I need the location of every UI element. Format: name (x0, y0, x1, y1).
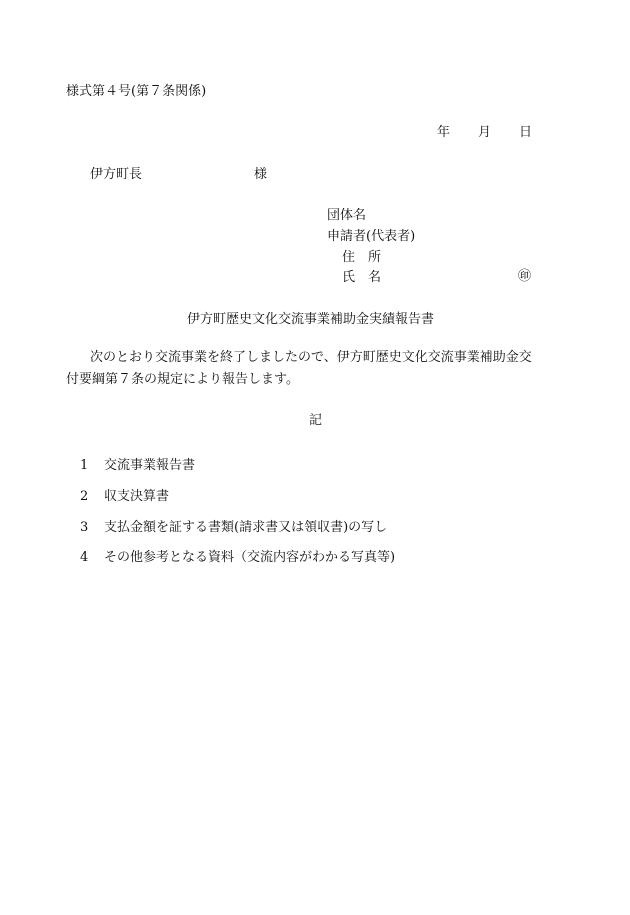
list-item (80, 551, 395, 564)
body-text-line-2: 付要綱第７条の規定により報告します。 (66, 372, 299, 387)
applicant-label: 申請者(代表者) (327, 229, 416, 244)
ki-heading: 記 (309, 413, 323, 428)
list-item (80, 490, 169, 503)
form-number: 様式第４号(第７条関係) (66, 84, 207, 99)
address-label: 住 所 (342, 250, 382, 265)
list-item (80, 459, 195, 472)
document-title: 伊方町歴史文化交流事業補助金実績報告書 (187, 312, 435, 327)
list-item-text: 交流事業報告書 (104, 458, 196, 473)
date-month-label: 月 (478, 125, 492, 140)
list-item-number: 3 (80, 520, 89, 535)
list-item (80, 521, 387, 534)
addressee-honorific: 様 (254, 167, 268, 182)
addressee-name: 伊方町長 (90, 167, 143, 182)
list-item-number: 2 (80, 489, 89, 504)
list-item-text: 支払金額を証する書類(請求書又は領収書)の写し (104, 520, 388, 535)
seal-mark: ㊞ (518, 269, 532, 284)
date-year-label: 年 (437, 125, 451, 140)
list-item-text: 収支決算書 (104, 489, 170, 504)
list-item-text: その他参考となる資料（交流内容がわかる写真等) (104, 550, 396, 565)
name-label: 氏 名 (342, 270, 382, 285)
list-item-number: 4 (80, 550, 89, 565)
date-day-label: 日 (519, 125, 533, 140)
body-text-line-1: 次のとおり交流事業を終了しましたので、伊方町歴史文化交流事業補助金交 (90, 350, 532, 365)
list-item-number: 1 (80, 458, 89, 473)
group-name-label: 団体名 (327, 208, 367, 223)
